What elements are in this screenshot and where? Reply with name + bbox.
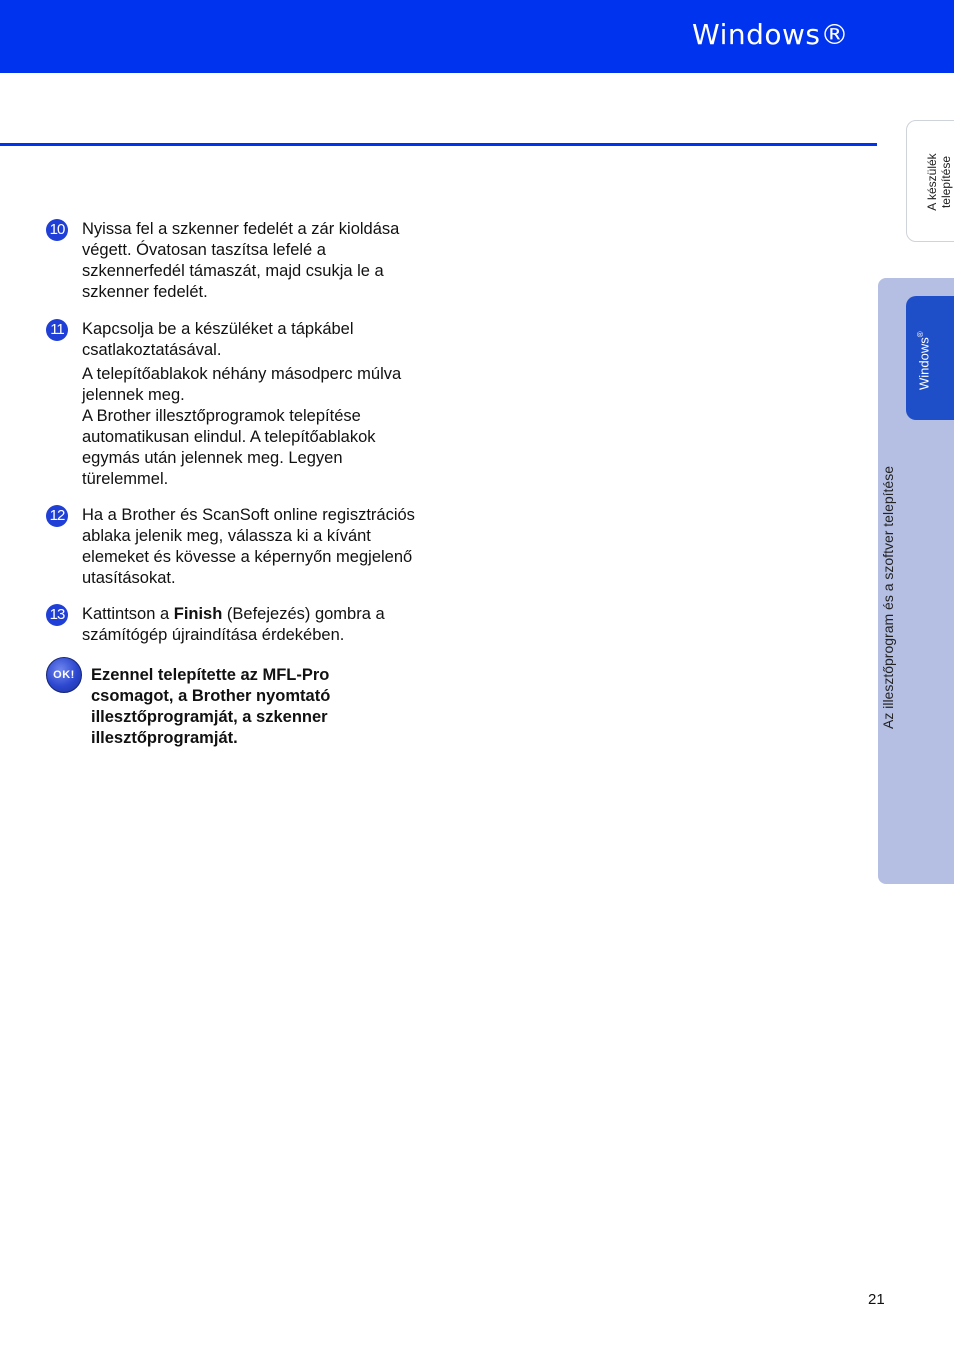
completion-note: Ezennel telepítette az MFL-Pro csomagot, a Brother nyomtató illesztőprogramját, a szkenner illesztőprogramját. [91, 666, 331, 747]
step-paragraph: A Brother illesztőprogramok telepítése automatikusan elindul. A telepítőablakok egymás után jelennek meg. Legyen türelemmel. [82, 407, 376, 488]
step-text [82, 505, 426, 589]
step-number-badge: 12 [46, 505, 68, 527]
step-number-badge: 13 [46, 604, 68, 626]
step-13 [46, 604, 426, 646]
step-paragraph [82, 604, 426, 646]
step-text-after: (Befejezés) gombra a számítógép újraindítása érdekében. [82, 605, 385, 644]
step-10 [46, 219, 426, 303]
step-paragraph: Nyissa fel a szkenner fedelét a zár kioldása végett. Óvatosan taszítsa lefelé a szkennerfedél támaszát, majd csukja le a szkenner fedelét. [82, 220, 400, 301]
step-paragraph: Ha a Brother és ScanSoft online regisztrációs ablaka jelenik meg, válassza ki a kívánt elemeket és kövesse a képernyőn megjelenő utasításokat. [82, 506, 415, 587]
ok-icon: OK! [46, 657, 82, 693]
tab-label-line2: telepítése [939, 155, 953, 209]
step-text [82, 319, 426, 490]
tab-windows-registered: ® [916, 331, 925, 338]
step-text-before: Kattintson a [82, 605, 174, 623]
tab-device-installation-label [911, 121, 954, 243]
tab-device-installation[interactable] [906, 120, 954, 242]
finish-label: Finish [173, 605, 223, 623]
side-panel-label: Az illesztőprogram és a szoftver telepítése [880, 465, 896, 729]
step-number-badge: 10 [46, 219, 68, 241]
step-11 [46, 319, 426, 490]
step-number-badge: 11 [46, 319, 68, 341]
step-text [82, 219, 426, 303]
page-number: 21 [868, 1291, 885, 1308]
step-text [82, 604, 426, 646]
step-paragraph: Kapcsolja be a készüléket a tápkábel csatlakoztatásával. [82, 320, 354, 359]
header-title: Windows® [692, 18, 849, 51]
tab-windows-text: Windows [916, 337, 932, 390]
section-divider [0, 143, 877, 146]
step-12 [46, 505, 426, 589]
tab-windows-label [913, 331, 932, 390]
step-paragraph: A telepítőablakok néhány másodperc múlva jelennek meg. [82, 365, 402, 404]
tab-label-line1: A készülék [925, 153, 939, 211]
